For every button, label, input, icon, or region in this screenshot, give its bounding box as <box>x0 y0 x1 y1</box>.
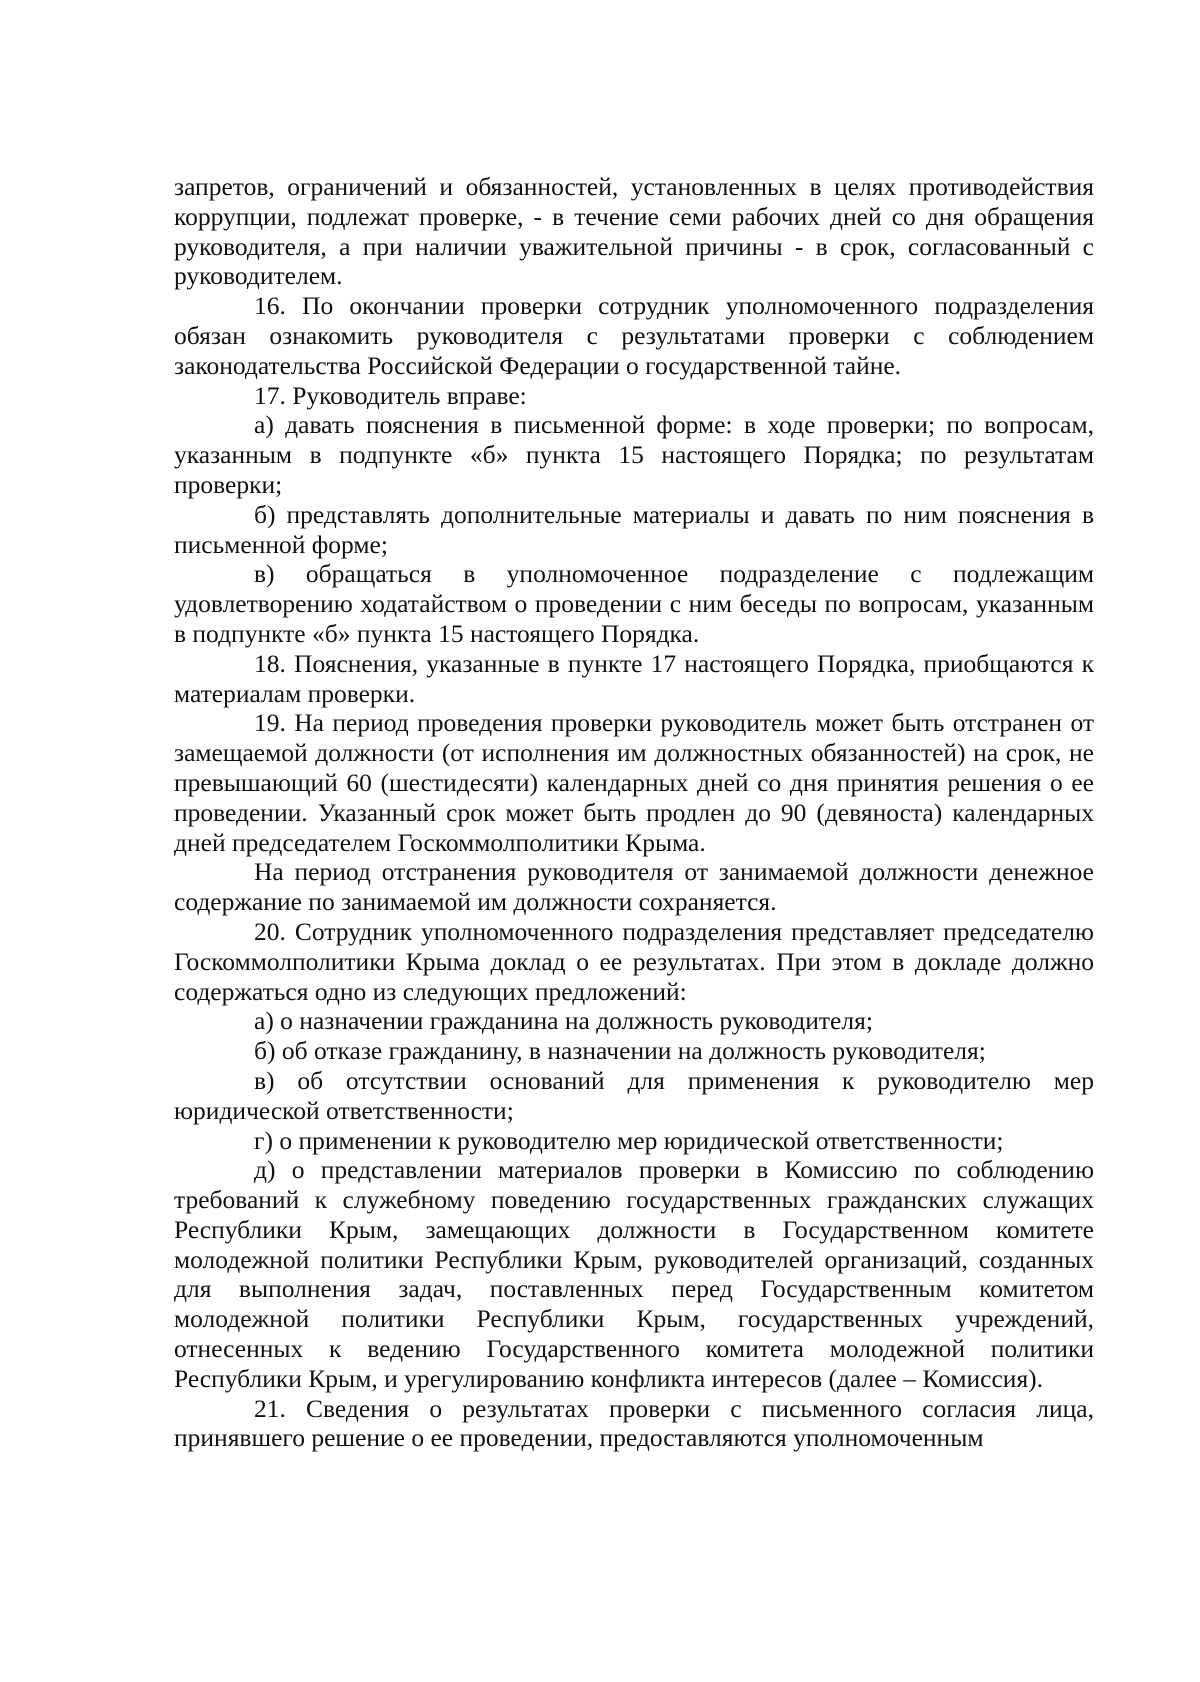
paragraph-21: 21. Сведения о результатах проверки с письменного согласия лица, принявшего решение о ее проведении, предоставляются уполномоченным <box>174 1393 1094 1453</box>
paragraph-19: 19. На период проведения проверки руководитель может быть отстранен от замещаемой должности (от исполнения им должностных обязанностей) на срок, не превышающий 60 (шестидесяти) календарных дней со дня принятия решения о ее проведении. Указанный срок может быть продлен до 90 (девяноста) календарных дней председателем Госкоммолполитики Крыма. <box>174 708 1094 857</box>
document-page <box>174 172 1094 1453</box>
paragraph-17: 17. Руководитель вправе: <box>254 380 527 410</box>
paragraph-17-a: а) давать пояснения в письменной форме: в ходе проверки; по вопросам, указанным в подпункте «б» пункта 15 настоящего Порядка; по результатам проверки; <box>174 410 1094 499</box>
paragraph-20-g: г) о применении к руководителю мер юридической ответственности; <box>254 1125 1004 1155</box>
paragraph-20: 20. Сотрудник уполномоченного подразделения представляет председателю Госкоммолполитики Крыма доклад о ее результатах. При этом в докладе должно содержаться одно из следующих предложений: <box>174 916 1094 1006</box>
paragraph-16: 16. По окончании проверки сотрудник уполномоченного подразделения обязан ознакомить руководителя с результатами проверки с соблюдением законодательства Российской Федерации о государственной тайне. <box>174 291 1094 380</box>
paragraph-20-b: б) об отказе гражданину, в назначении на должность руководителя; <box>254 1036 986 1066</box>
paragraph-17-b: б) представлять дополнительные материалы и давать по ним пояснения в письменной форме; <box>174 499 1094 559</box>
paragraph-20-v: в) об отсутствии оснований для применения к руководителю мер юридической ответственности; <box>174 1065 1094 1125</box>
paragraph-20-d: д) о представлении материалов проверки в Комиссию по соблюдению требований к служебному поведению государственных гражданских служащих Республики Крым, замещающих должности в Государственном комитете молодежной политики Республики Крым, руководителей организаций, созданных для выполнения задач, поставленных перед Государственным комитетом молодежной политики Республики Крым, государственных учреждений, отнесенных к ведению Государственного комитета молодежной политики Республики Крым, и урегулированию конфликта интересов (далее – Комиссия). <box>174 1155 1094 1393</box>
paragraph-20-a: а) о назначении гражданина на должность руководителя; <box>254 1006 873 1036</box>
paragraph-17-v: в) обращаться в уполномоченное подразделение с подлежащим удовлетворению ходатайством о проведении с ним беседы по вопросам, указанным в подпункте «б» пункта 15 настоящего Порядка. <box>174 559 1094 648</box>
paragraph-18: 18. Пояснения, указанные в пункте 17 настоящего Порядка, приобщаются к материалам проверки. <box>174 648 1094 708</box>
paragraph-19-suspension: На период отстранения руководителя от занимаемой должности денежное содержание по занимаемой им должности сохраняется. <box>174 857 1094 917</box>
paragraph-continuation: запретов, ограничений и обязанностей, установленных в целях противодействия коррупции, подлежат проверке, - в течение семи рабочих дней со дня обращения руководителя, а при наличии уважительной причины - в срок, согласованный с руководителем. <box>174 172 1094 291</box>
